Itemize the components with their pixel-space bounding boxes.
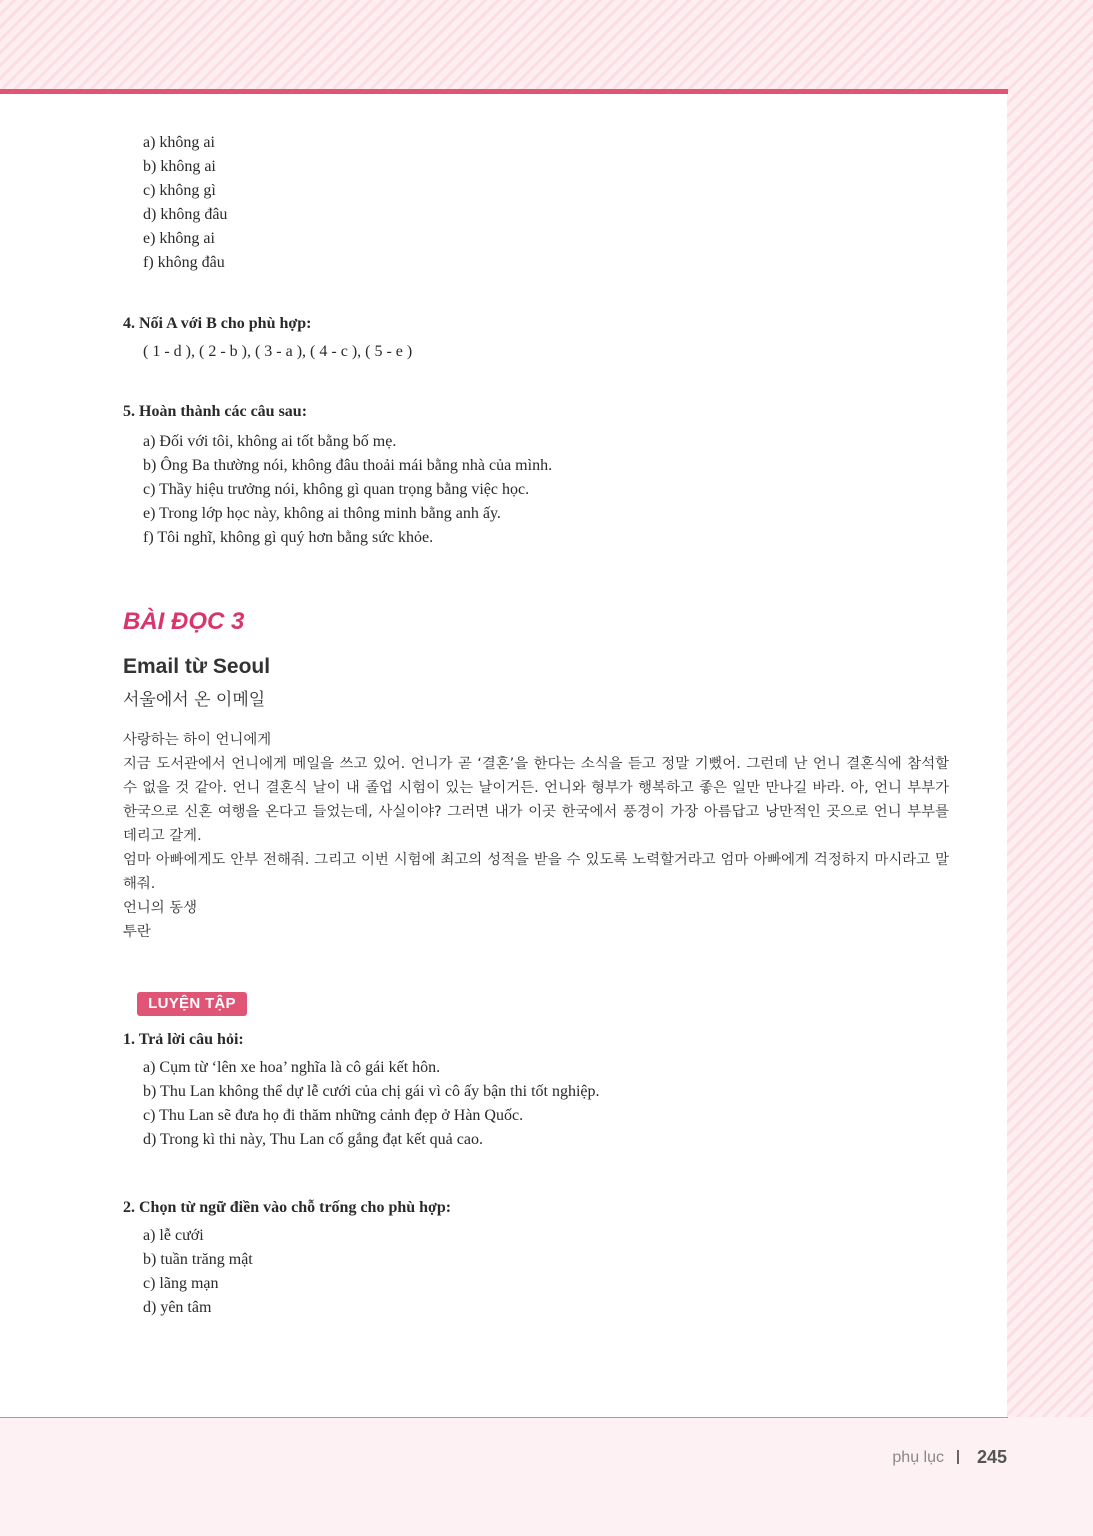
- letter-paragraph-1: 지금 도서관에서 언니에게 메일을 쓰고 있어. 언니가 곧 ‘결혼’을 한다는 소식을 듣고 정말 기뻤어. 그런데 난 언니 결혼식에 참석할 수 없을 것 같아. 언니 결혼식 날이 내 졸업 시험이 있는 날이거든. 언니와 형부가 행복하고 좋은 일만 만나길 바라. 아, 언니 부부가 한국으로 신혼 여행을 온다고 들었는데, 사실이야? 그러면 내가 이곳 한국에서 풍경이 가장 아름답고 낭만적인 곳으로 언니 부부를 데리고 갈게.: [123, 756, 949, 844]
- list-item: a) lễ cưới: [143, 1227, 204, 1244]
- footer-rule: [0, 1417, 1008, 1418]
- list-item: b) Ông Ba thường nói, không đâu thoải mái bằng nhà của mình.: [143, 457, 553, 474]
- footer-band: [0, 1417, 1093, 1536]
- list-item: c) Thầy hiệu trưởng nói, không gì quan trọng bằng việc học.: [143, 481, 530, 498]
- list-item: c) lãng mạn: [143, 1275, 219, 1292]
- practice-q1-list: [143, 1056, 600, 1152]
- footer-label: phụ lục: [892, 1449, 944, 1466]
- list-item: b) tuần trăng mật: [143, 1251, 253, 1268]
- practice-q2-list: [143, 1224, 253, 1320]
- question-5-heading: 5. Hoàn thành các câu sau:: [123, 403, 308, 420]
- question-4-heading: 4. Nối A với B cho phù hợp:: [123, 315, 312, 332]
- reading-title-ko: 서울에서 온 이메일: [123, 690, 266, 710]
- letter-signature: 투란: [123, 924, 151, 940]
- footer-separator: [957, 1450, 959, 1464]
- reading-letter: [123, 728, 949, 944]
- list-item: f) Tôi nghĩ, không gì quý hơn bằng sức khỏe.: [143, 529, 434, 546]
- letter-paragraph-2: 엄마 아빠에게도 안부 전해줘. 그리고 이번 시험에 최고의 성적을 받을 수 있도록 노력할거라고 엄마 아빠에게 걱정하지 마시라고 말해줘.: [123, 852, 949, 892]
- side-stripe-decoration: [1007, 0, 1093, 1536]
- list-item: e) không ai: [143, 230, 215, 247]
- list-item: a) Đối với tôi, không ai tốt bằng bố mẹ.: [143, 433, 397, 450]
- list-item: d) yên tâm: [143, 1299, 212, 1316]
- letter-greeting: 사랑하는 하이 언니에게: [123, 732, 272, 748]
- letter-closing: 언니의 동생: [123, 900, 198, 916]
- page-number: 245: [977, 1447, 1008, 1467]
- section-title: BÀI ĐỌC 3: [123, 608, 245, 635]
- list-item: c) Thu Lan sẽ đưa họ đi thăm những cảnh đẹp ở Hàn Quốc.: [143, 1107, 524, 1124]
- list-item: f) không đâu: [143, 254, 225, 271]
- list-item: a) không ai: [143, 134, 215, 151]
- question-5-list: [143, 430, 552, 550]
- list-item: a) Cụm từ ‘lên xe hoa’ nghĩa là cô gái kết hôn.: [143, 1059, 441, 1076]
- practice-q1-heading: 1. Trả lời câu hỏi:: [123, 1031, 244, 1048]
- practice-q2-heading: 2. Chọn từ ngữ điền vào chỗ trống cho phù hợp:: [123, 1199, 452, 1216]
- question-4-answer: ( 1 - d ), ( 2 - b ), ( 3 - a ), ( 4 - c ), ( 5 - e ): [143, 343, 413, 360]
- practice-badge: LUYỆN TẬP: [137, 992, 247, 1016]
- reading-title-vi: Email từ Seoul: [123, 655, 271, 678]
- list-item: d) không đâu: [143, 206, 228, 223]
- answers-list-3: [143, 131, 227, 275]
- list-item: d) Trong kì thi này, Thu Lan cố gắng đạt kết quả cao.: [143, 1131, 483, 1148]
- list-item: c) không gì: [143, 182, 216, 199]
- list-item: e) Trong lớp học này, không ai thông minh bằng anh ấy.: [143, 505, 501, 522]
- list-item: b) Thu Lan không thể dự lễ cưới của chị gái vì cô ấy bận thi tốt nghiệp.: [143, 1083, 600, 1100]
- list-item: b) không ai: [143, 158, 216, 175]
